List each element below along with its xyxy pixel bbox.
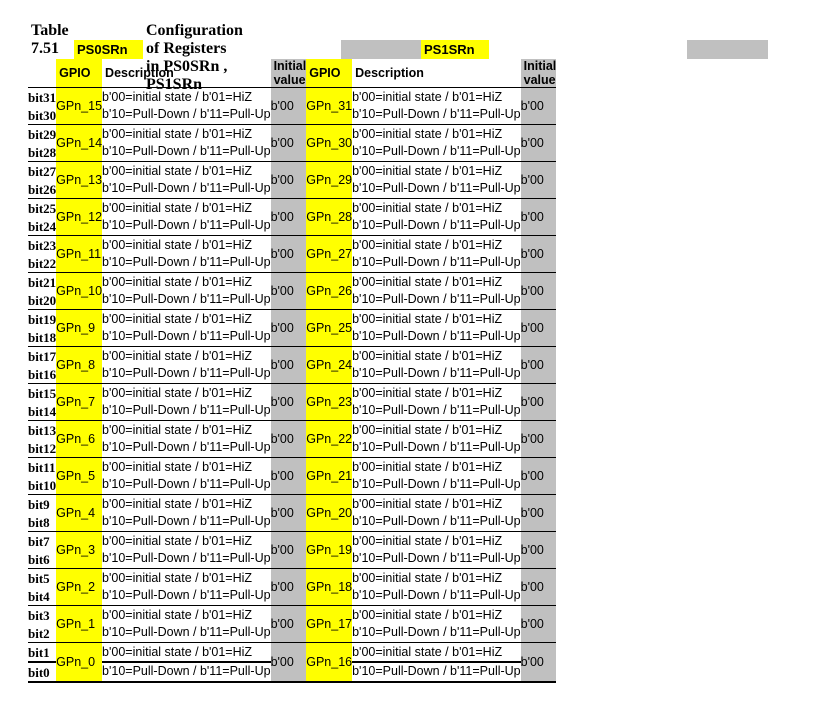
bit-high-label: bit5 xyxy=(28,570,50,586)
right-gpio-cell: GPn_24 xyxy=(306,347,352,384)
left-description-line1: b'00=initial state / b'01=HiZ xyxy=(102,88,271,107)
table-row xyxy=(28,569,556,588)
left-gpio-cell: GPn_12 xyxy=(56,199,102,236)
table-row xyxy=(28,643,556,663)
left-description-line2: b'10=Pull-Down / b'11=Pull-Up xyxy=(102,366,271,380)
bit-low-label: bit22 xyxy=(28,255,57,271)
left-description-line1: b'00=initial state / b'01=HiZ xyxy=(102,458,271,477)
left-description-line1: b'00=initial state / b'01=HiZ xyxy=(102,569,271,588)
left-initial-value: b'00 xyxy=(271,458,307,495)
right-register-name: PS1SRn xyxy=(421,40,489,59)
bit-high-label: bit17 xyxy=(28,348,57,364)
right-initial-value: b'00 xyxy=(521,88,557,125)
left-description-line1: b'00=initial state / b'01=HiZ xyxy=(102,310,271,329)
left-register-name: PS0SRn xyxy=(74,40,143,59)
bit-low-label: bit18 xyxy=(28,329,57,345)
right-description-line1: b'00=initial state / b'01=HiZ xyxy=(352,310,521,329)
left-initial-value: b'00 xyxy=(271,310,307,347)
bit-high-label: bit31 xyxy=(28,89,57,105)
bit-low-label: bit2 xyxy=(28,624,56,643)
left-description-line2: b'10=Pull-Down / b'11=Pull-Up xyxy=(102,329,271,343)
right-description-line1: b'00=initial state / b'01=HiZ xyxy=(352,162,521,181)
table-row xyxy=(28,199,556,218)
right-gpio-cell: GPn_23 xyxy=(306,384,352,421)
right-description-line2: b'10=Pull-Down / b'11=Pull-Up xyxy=(352,218,521,232)
left-description-header: Description xyxy=(102,59,271,88)
bit-low-label: bit4 xyxy=(28,587,56,606)
left-description-line1: b'00=initial state / b'01=HiZ xyxy=(102,199,271,218)
right-description-line1: b'00=initial state / b'01=HiZ xyxy=(352,606,521,625)
table-row xyxy=(28,162,556,181)
left-gpio-cell: GPn_14 xyxy=(56,125,102,162)
right-initial-value: b'00 xyxy=(521,606,557,643)
right-initial-band xyxy=(687,40,768,59)
right-initial-value: b'00 xyxy=(521,458,557,495)
bit-high-label: bit29 xyxy=(28,126,57,142)
bit-high-label: bit25 xyxy=(28,200,57,216)
left-description-line1: b'00=initial state / b'01=HiZ xyxy=(102,236,271,255)
right-description-line1: b'00=initial state / b'01=HiZ xyxy=(352,347,521,366)
right-description-line2: b'10=Pull-Down / b'11=Pull-Up xyxy=(352,440,521,454)
left-gpio-cell: GPn_6 xyxy=(56,421,102,458)
right-description-line1: b'00=initial state / b'01=HiZ xyxy=(352,236,521,255)
right-initial-value: b'00 xyxy=(521,310,557,347)
table-row xyxy=(28,347,556,366)
left-gpio-cell: GPn_0 xyxy=(56,643,102,683)
right-initial-value-header: Initial value xyxy=(521,59,557,88)
right-description-line1: b'00=initial state / b'01=HiZ xyxy=(352,643,521,663)
left-description-line2: b'10=Pull-Down / b'11=Pull-Up xyxy=(102,588,271,602)
right-description-line2: b'10=Pull-Down / b'11=Pull-Up xyxy=(352,551,521,565)
table-row xyxy=(28,384,556,403)
left-initial-value: b'00 xyxy=(271,88,307,125)
left-description-line1: b'00=initial state / b'01=HiZ xyxy=(102,125,271,144)
bit-low-label: bit8 xyxy=(28,513,56,532)
register-table xyxy=(28,59,556,683)
right-initial-value: b'00 xyxy=(521,162,557,199)
right-initial-value: b'00 xyxy=(521,495,557,532)
right-description-line1: b'00=initial state / b'01=HiZ xyxy=(352,458,521,477)
right-initial-value: b'00 xyxy=(521,125,557,162)
right-gpio-cell: GPn_30 xyxy=(306,125,352,162)
left-gpio-header: GPIO xyxy=(56,59,102,88)
left-description-line2: b'10=Pull-Down / b'11=Pull-Up xyxy=(102,662,271,682)
right-description-line2: b'10=Pull-Down / b'11=Pull-Up xyxy=(352,107,521,121)
bit-high-label: bit3 xyxy=(28,607,50,623)
left-gpio-cell: GPn_8 xyxy=(56,347,102,384)
right-gpio-cell: GPn_31 xyxy=(306,88,352,125)
bit-low-label: bit20 xyxy=(28,292,57,308)
right-description-line2: b'10=Pull-Down / b'11=Pull-Up xyxy=(352,403,521,417)
table-row xyxy=(28,310,556,329)
left-gpio-cell: GPn_9 xyxy=(56,310,102,347)
right-description-line2: b'10=Pull-Down / b'11=Pull-Up xyxy=(352,588,521,602)
left-description-line2: b'10=Pull-Down / b'11=Pull-Up xyxy=(102,218,271,232)
register-header-row xyxy=(28,40,768,59)
right-description-line2: b'10=Pull-Down / b'11=Pull-Up xyxy=(352,662,521,682)
right-initial-value: b'00 xyxy=(521,643,557,683)
bit-high-label: bit7 xyxy=(28,533,50,549)
right-gpio-cell: GPn_27 xyxy=(306,236,352,273)
right-initial-value: b'00 xyxy=(521,384,557,421)
right-initial-value: b'00 xyxy=(521,421,557,458)
right-description-line1: b'00=initial state / b'01=HiZ xyxy=(352,125,521,144)
table-row xyxy=(28,125,556,144)
table-row xyxy=(28,495,556,514)
right-gpio-header: GPIO xyxy=(306,59,352,88)
bit-low-label: bit6 xyxy=(28,550,56,569)
bit-high-label: bit11 xyxy=(28,459,56,475)
right-description-line2: b'10=Pull-Down / b'11=Pull-Up xyxy=(352,255,521,269)
bit-high-label: bit13 xyxy=(28,422,57,438)
bit-low-label: bit16 xyxy=(28,366,57,382)
table-row xyxy=(28,88,556,107)
left-gpio-cell: GPn_1 xyxy=(56,606,102,643)
right-gpio-cell: GPn_29 xyxy=(306,162,352,199)
bit-high-label: bit21 xyxy=(28,274,57,290)
left-description-line1: b'00=initial state / b'01=HiZ xyxy=(102,384,271,403)
right-description-line2: b'10=Pull-Down / b'11=Pull-Up xyxy=(352,181,521,195)
right-description-line2: b'10=Pull-Down / b'11=Pull-Up xyxy=(352,514,521,528)
table-row xyxy=(28,606,556,625)
right-gpio-cell: GPn_17 xyxy=(306,606,352,643)
left-initial-value: b'00 xyxy=(271,643,307,683)
right-description-line1: b'00=initial state / b'01=HiZ xyxy=(352,199,521,218)
left-gpio-cell: GPn_7 xyxy=(56,384,102,421)
left-description-line2: b'10=Pull-Down / b'11=Pull-Up xyxy=(102,440,271,454)
right-description-line2: b'10=Pull-Down / b'11=Pull-Up xyxy=(352,366,521,380)
right-description-line1: b'00=initial state / b'01=HiZ xyxy=(352,421,521,440)
right-description-line1: b'00=initial state / b'01=HiZ xyxy=(352,384,521,403)
left-description-line1: b'00=initial state / b'01=HiZ xyxy=(102,273,271,292)
left-description-line1: b'00=initial state / b'01=HiZ xyxy=(102,643,271,663)
left-description-line2: b'10=Pull-Down / b'11=Pull-Up xyxy=(102,107,271,121)
right-gpio-cell: GPn_16 xyxy=(306,643,352,683)
left-initial-value: b'00 xyxy=(271,532,307,569)
right-gpio-cell: GPn_20 xyxy=(306,495,352,532)
left-initial-value: b'00 xyxy=(271,347,307,384)
bit-high-label: bit1 xyxy=(28,643,56,663)
left-initial-value: b'00 xyxy=(271,162,307,199)
bit-low-label: bit12 xyxy=(28,440,57,456)
bit-low-label: bit0 xyxy=(28,662,56,682)
left-description-line1: b'00=initial state / b'01=HiZ xyxy=(102,606,271,625)
left-description-line2: b'10=Pull-Down / b'11=Pull-Up xyxy=(102,625,271,639)
bit-low-label: bit10 xyxy=(28,477,57,493)
left-initial-value: b'00 xyxy=(271,199,307,236)
right-gpio-cell: GPn_21 xyxy=(306,458,352,495)
left-initial-value: b'00 xyxy=(271,125,307,162)
left-description-line1: b'00=initial state / b'01=HiZ xyxy=(102,421,271,440)
bit-high-label: bit9 xyxy=(28,496,50,512)
right-gpio-cell: GPn_22 xyxy=(306,421,352,458)
bit-high-label: bit19 xyxy=(28,311,57,327)
table-row xyxy=(28,273,556,292)
left-gpio-cell: GPn_4 xyxy=(56,495,102,532)
table-label: Table 7.51 xyxy=(31,22,69,57)
right-initial-value: b'00 xyxy=(521,347,557,384)
left-initial-value: b'00 xyxy=(271,569,307,606)
right-initial-value: b'00 xyxy=(521,236,557,273)
left-initial-value-header: Initial value xyxy=(271,59,307,88)
right-initial-value: b'00 xyxy=(521,532,557,569)
bit-high-label: bit23 xyxy=(28,237,57,253)
right-description-line1: b'00=initial state / b'01=HiZ xyxy=(352,569,521,588)
left-gpio-cell: GPn_10 xyxy=(56,273,102,310)
right-description-line2: b'10=Pull-Down / b'11=Pull-Up xyxy=(352,292,521,306)
table-row xyxy=(28,458,556,477)
table-row xyxy=(28,236,556,255)
right-initial-value: b'00 xyxy=(521,569,557,606)
left-initial-value: b'00 xyxy=(271,421,307,458)
bit-high-label: bit27 xyxy=(28,163,57,179)
bit-low-label: bit28 xyxy=(28,144,57,160)
bit-low-label: bit30 xyxy=(28,107,57,123)
bit-low-label: bit24 xyxy=(28,218,57,234)
left-initial-value: b'00 xyxy=(271,606,307,643)
right-description-line2: b'10=Pull-Down / b'11=Pull-Up xyxy=(352,625,521,639)
right-description-line1: b'00=initial state / b'01=HiZ xyxy=(352,532,521,551)
right-description-line2: b'10=Pull-Down / b'11=Pull-Up xyxy=(352,477,521,491)
bit-low-label: bit26 xyxy=(28,181,57,197)
left-initial-value: b'00 xyxy=(271,273,307,310)
right-gpio-cell: GPn_18 xyxy=(306,569,352,606)
register-table-body xyxy=(28,88,556,683)
left-initial-value: b'00 xyxy=(271,384,307,421)
left-gpio-cell: GPn_2 xyxy=(56,569,102,606)
right-gpio-cell: GPn_28 xyxy=(306,199,352,236)
left-description-line2: b'10=Pull-Down / b'11=Pull-Up xyxy=(102,181,271,195)
left-gpio-cell: GPn_5 xyxy=(56,458,102,495)
left-description-line1: b'00=initial state / b'01=HiZ xyxy=(102,162,271,181)
bit-high-label: bit15 xyxy=(28,385,57,401)
left-gpio-cell: GPn_3 xyxy=(56,532,102,569)
right-description-line2: b'10=Pull-Down / b'11=Pull-Up xyxy=(352,329,521,343)
bit-low-label: bit14 xyxy=(28,403,57,419)
left-initial-value: b'00 xyxy=(271,495,307,532)
right-initial-value: b'00 xyxy=(521,199,557,236)
left-description-line1: b'00=initial state / b'01=HiZ xyxy=(102,532,271,551)
right-gpio-cell: GPn_25 xyxy=(306,310,352,347)
table-row xyxy=(28,532,556,551)
right-initial-value: b'00 xyxy=(521,273,557,310)
right-description-line1: b'00=initial state / b'01=HiZ xyxy=(352,88,521,107)
left-description-line2: b'10=Pull-Down / b'11=Pull-Up xyxy=(102,477,271,491)
table-row xyxy=(28,421,556,440)
left-description-line2: b'10=Pull-Down / b'11=Pull-Up xyxy=(102,255,271,269)
left-description-line2: b'10=Pull-Down / b'11=Pull-Up xyxy=(102,144,271,158)
left-description-line1: b'00=initial state / b'01=HiZ xyxy=(102,495,271,514)
left-description-line2: b'10=Pull-Down / b'11=Pull-Up xyxy=(102,551,271,565)
right-description-header: Description xyxy=(352,59,521,88)
left-gpio-cell: GPn_11 xyxy=(56,236,102,273)
left-initial-band xyxy=(341,40,421,59)
column-header-row xyxy=(28,59,556,88)
table-title: Configuration of Registers in PS0SRn , PS1SRn xyxy=(146,22,243,93)
right-gpio-cell: GPn_26 xyxy=(306,273,352,310)
right-description-line1: b'00=initial state / b'01=HiZ xyxy=(352,273,521,292)
right-gpio-cell: GPn_19 xyxy=(306,532,352,569)
left-description-line2: b'10=Pull-Down / b'11=Pull-Up xyxy=(102,514,271,528)
left-gpio-cell: GPn_13 xyxy=(56,162,102,199)
bit-column-header xyxy=(28,59,56,88)
right-description-line2: b'10=Pull-Down / b'11=Pull-Up xyxy=(352,144,521,158)
left-description-line2: b'10=Pull-Down / b'11=Pull-Up xyxy=(102,403,271,417)
left-initial-value: b'00 xyxy=(271,236,307,273)
right-description-line1: b'00=initial state / b'01=HiZ xyxy=(352,495,521,514)
left-gpio-cell: GPn_15 xyxy=(56,88,102,125)
left-description-line1: b'00=initial state / b'01=HiZ xyxy=(102,347,271,366)
left-description-line2: b'10=Pull-Down / b'11=Pull-Up xyxy=(102,292,271,306)
